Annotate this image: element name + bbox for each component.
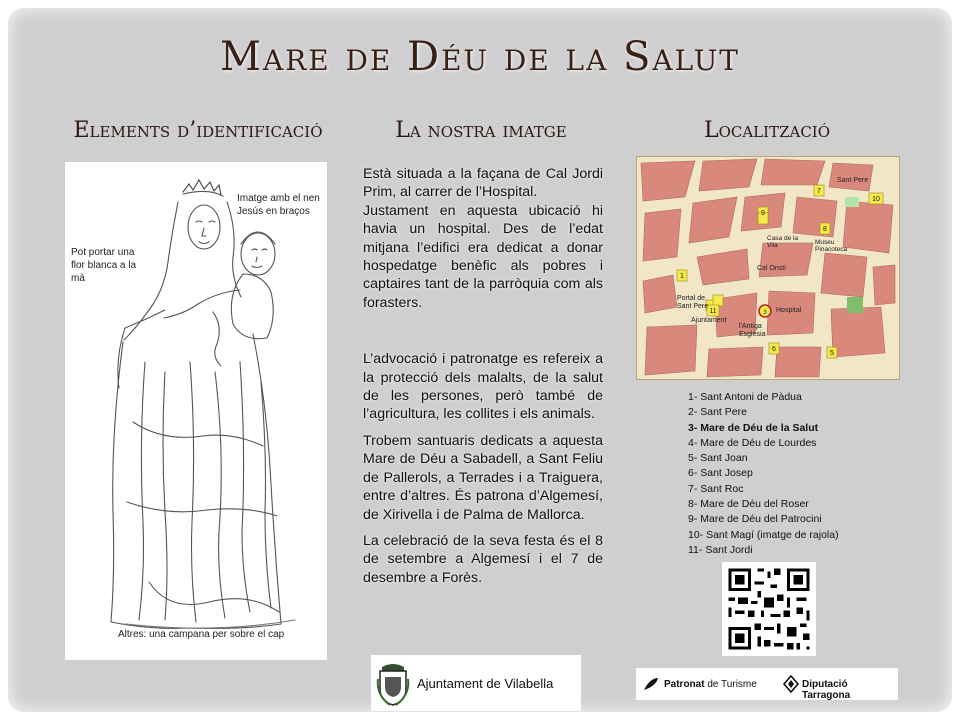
list-item: 4- Mare de Déu de Lourdes	[688, 436, 817, 449]
note-flower: Pot portar una flor blanca a la mà	[71, 247, 137, 284]
town-hall-logo	[371, 655, 581, 711]
map-label-portal: Portal de Sant Pere	[677, 295, 709, 310]
svg-text:5: 5	[830, 350, 834, 357]
map-label-casa-vila: Casa de la Vila	[767, 235, 799, 249]
town-hall-name: Ajuntament de Vilabella	[417, 676, 554, 691]
virgin-sketch	[65, 162, 327, 660]
list-item: 8- Mare de Déu del Roser	[688, 498, 809, 511]
coat-of-arms-icon	[376, 659, 410, 707]
map-label-hospital: Hospital	[776, 307, 802, 314]
svg-text:8: 8	[823, 226, 827, 233]
map-label-esglesia: l'Antiga Església	[739, 323, 766, 338]
paragraph: Justament en aquesta ubicació hi havia un hospital. Des de l’edat mitjana l’edifici era dedicat a donar hospedatge benèfic als pobres i captaires tant de la parròquia com als forasters.	[363, 202, 603, 311]
svg-text:7: 7	[817, 188, 821, 195]
list-item-current: 3- Mare de Déu de la Salut	[688, 421, 819, 434]
diputacio-label: Diputació Tarragona	[802, 679, 851, 701]
qr-code[interactable]	[722, 562, 816, 656]
note-bell: Altres: una campana per sobre el cap	[118, 629, 285, 640]
map-label-sant-pere: Sant Pere	[837, 177, 869, 184]
list-item: 10- Sant Magí (imatge de rajola)	[688, 528, 839, 541]
svg-text:1: 1	[680, 273, 684, 280]
svg-text:6: 6	[772, 346, 776, 353]
map-label-ajuntament: Ajuntament	[691, 317, 727, 324]
paragraph: Trobem santuaris dedicats a aquesta Mare de Déu a Sabadell, a Sant Feliu de Pallerols, a Terrades i a Traiguera, entre d’altres. És patrona d’Algemesí, de Xirivella i de Palma de Mallorca.	[363, 432, 603, 523]
paragraph: L’advocació i patronatge es refereix a la protecció dels malalts, de la salut de les persones, però també de l’agricultura, les collites i els animals.	[363, 351, 603, 423]
svg-text:3: 3	[763, 310, 767, 316]
location-list	[688, 390, 839, 558]
svg-text:11: 11	[709, 308, 717, 315]
map-label-cal-onsti: Cal Onsti	[757, 265, 786, 272]
page-title: Mare de Déu de la Salut	[220, 34, 740, 80]
feather-icon	[642, 676, 660, 692]
svg-text:9: 9	[761, 210, 765, 217]
description-text	[363, 165, 603, 587]
patronat-turisme-label: Patronat de Turisme	[664, 679, 757, 690]
list-item: 7- Sant Roc	[688, 482, 744, 495]
list-item: 9- Mare de Déu del Patrocini	[688, 513, 822, 526]
list-item: 6- Sant Josep	[688, 467, 753, 480]
heading-identification: Elements d’identificació	[73, 118, 323, 143]
svg-text:10: 10	[872, 196, 880, 203]
location-map	[636, 156, 900, 380]
list-item: 11- Sant Jordi	[688, 543, 753, 556]
list-item: 2- Sant Pere	[688, 406, 747, 419]
diputacio-icon	[782, 674, 800, 694]
paragraph: Està situada a la façana de Cal Jordi Prim, al carrer de l’Hospital.	[363, 166, 603, 201]
list-item: 1- Sant Antoni de Pàdua	[688, 391, 802, 403]
partner-logos	[636, 668, 898, 700]
heading-location: Localització	[703, 118, 831, 143]
map-label-museu: Museu Pinacoteca	[815, 239, 848, 253]
list-item: 5- Sant Joan	[688, 452, 748, 465]
heading-our-image: La nostra imatge	[395, 118, 567, 143]
note-child: Imatge amb el nen Jesús en braços	[237, 193, 320, 217]
paragraph: La celebració de la seva festa és el 8 de setembre a Algemesí i el 7 de desembre a Forès.	[363, 532, 603, 586]
